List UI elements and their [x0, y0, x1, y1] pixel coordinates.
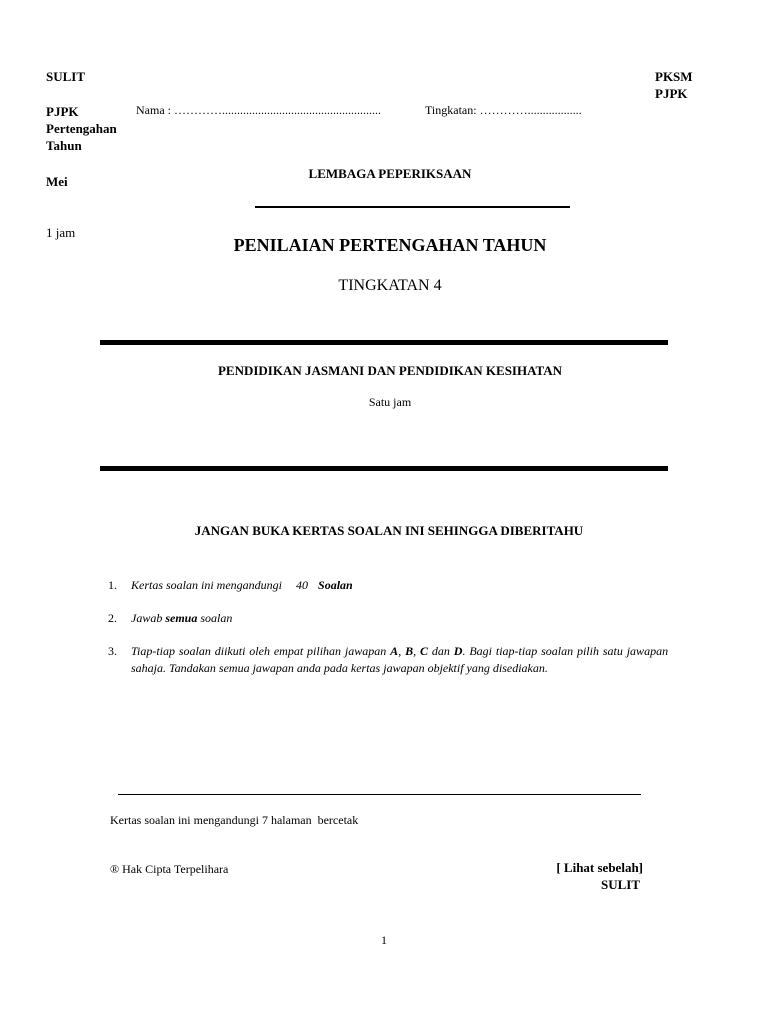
instruction-number: 2.: [108, 611, 117, 625]
option-b: B: [405, 644, 414, 658]
exam-duration: 1 jam: [46, 225, 76, 240]
instruction-text: soalan: [200, 611, 233, 625]
instruction-number: 1.: [108, 578, 117, 592]
subject-time: Satu jam: [368, 395, 412, 409]
instruction-text: Kertas soalan ini mengandungi: [131, 578, 283, 592]
page-number: 1: [381, 933, 387, 947]
bottom-thick-rule: [100, 466, 668, 471]
warning-text: JANGAN BUKA KERTAS SOALAN INI SEHINGGA DIBERITAHU: [194, 523, 584, 538]
header-code-2: PJPK: [655, 86, 688, 101]
exam-title: PENILAIAN PERTENGAHAN TAHUN: [233, 235, 547, 255]
exam-month: Mei: [46, 174, 68, 189]
board-underline: [255, 206, 570, 208]
subject-name: PENDIDIKAN JASMANI DAN PENDIDIKAN KESIHATAN: [217, 363, 563, 378]
exam-period-line1: Pertengahan: [46, 121, 117, 136]
option-c: C: [419, 644, 428, 658]
pages-note: Kertas soalan ini mengandungi 7 halaman bercetak: [110, 813, 359, 827]
soalan-word: Soalan: [318, 578, 353, 592]
semua-word: semua: [165, 611, 198, 625]
instruction-text: Tiap-tiap soalan diikuti oleh empat pilihan jawapan: [131, 644, 387, 658]
header-code-1: PKSM: [655, 69, 693, 84]
tingkatan-field[interactable]: Tingkatan: …………..................: [425, 103, 582, 117]
instruction-1: [108, 577, 668, 594]
subject-code: PJPK: [46, 104, 79, 119]
instruction-3: 3. Tiap-tiap soalan diikuti oleh empat pilihan jawapan A, B, C dan D. Bagi tiap-tiap soalan pilih satu jawapan sahaja. Tandakan semua jawapan anda pada kertas jawapan objektif yang disediakan.: [108, 644, 669, 675]
nama-field[interactable]: Nama : ………….....................................................: [136, 103, 381, 117]
footer-rule: [118, 794, 641, 795]
copyright-notice: ® Hak Cipta Terpelihara: [110, 862, 229, 876]
dan-word: dan: [431, 644, 450, 658]
classification-label: SULIT: [46, 69, 86, 84]
option-d: D: [453, 644, 463, 658]
instruction-number: 3.: [108, 644, 117, 658]
instruction-text: . Bagi tiap-tiap soalan pilih satu jawapan sahaja. Tandakan semua jawapan anda pada kertas jawapan objektif yang disediakan.: [131, 644, 669, 675]
exam-period-line2: Tahun: [46, 138, 82, 153]
instruction-text: Jawab: [131, 611, 163, 625]
exam-board: LEMBAGA PEPERIKSAAN: [308, 166, 472, 181]
form-level: TINGKATAN 4: [338, 277, 442, 294]
next-page-note: [ Lihat sebelah]: [556, 860, 643, 875]
instructions-list: [108, 577, 668, 677]
question-count: 40: [296, 578, 309, 592]
instruction-2: [108, 610, 668, 627]
footer-classification: SULIT: [600, 877, 640, 892]
top-thick-rule: [100, 340, 668, 345]
option-a: A: [390, 644, 399, 658]
